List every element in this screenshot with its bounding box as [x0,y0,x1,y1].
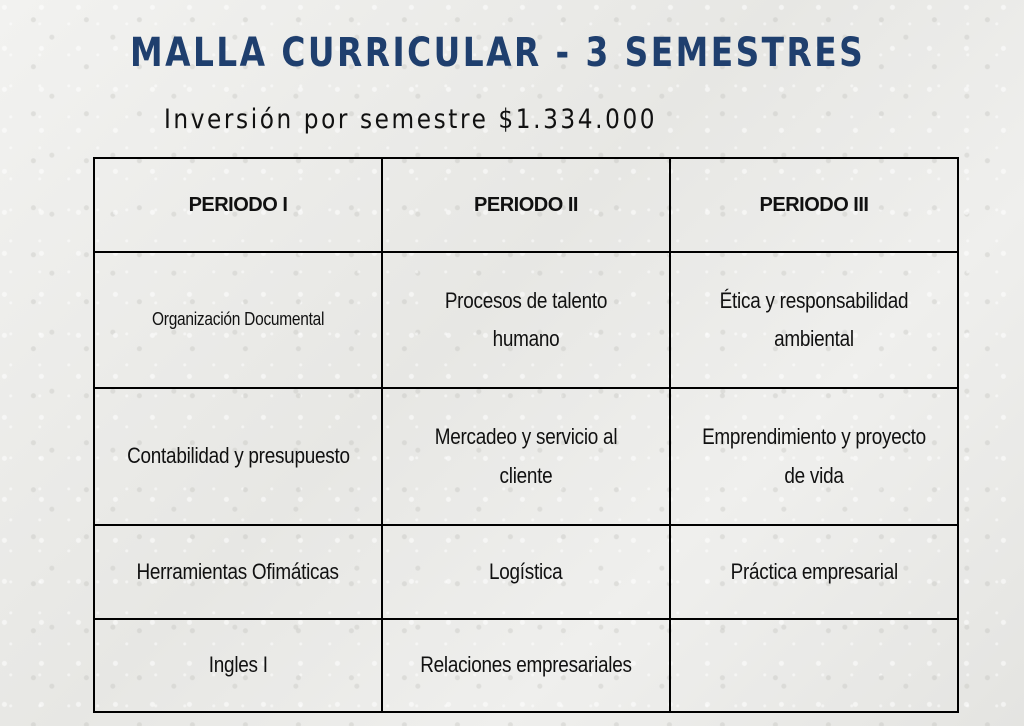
page-title: MALLA CURRICULAR - 3 SEMESTRES [130,30,866,76]
course-cell [382,388,670,525]
course-cell [382,525,670,619]
table-row [94,525,958,619]
course-name: Relaciones empresariales [420,652,632,678]
table-row [94,619,958,712]
investment-subtitle: Inversión por semestre $1.334.000 [164,104,658,135]
empty-cell [670,619,958,712]
header-periodo-2: PERIODO II [382,158,670,252]
course-cell [670,525,958,619]
course-cell [94,619,382,712]
table-header-row [94,158,958,252]
course-name: Ética y responsabilidad ambiental [719,287,909,351]
course-name: Procesos de talento humano [444,287,608,351]
course-name: Práctica empresarial [730,558,898,584]
header-periodo-3: PERIODO III [670,158,958,252]
course-cell [94,388,382,525]
course-name: Herramientas Ofimáticas [136,558,340,584]
table-row [94,388,958,525]
header-periodo-1: PERIODO I [94,158,382,252]
course-name: Emprendimiento y proyecto de vida [702,424,926,488]
course-name: Organización Documental [151,309,325,330]
table-row [94,252,958,388]
course-name: Contabilidad y presupuesto [126,443,350,469]
course-cell [670,252,958,388]
course-name: Mercadeo y servicio al cliente [434,424,618,488]
curriculum-table [93,157,959,713]
course-name: Logística [489,558,563,584]
course-cell [670,388,958,525]
course-name: Ingles I [208,652,268,678]
course-cell [382,619,670,712]
course-cell [94,252,382,388]
course-cell [94,525,382,619]
course-cell [382,252,670,388]
